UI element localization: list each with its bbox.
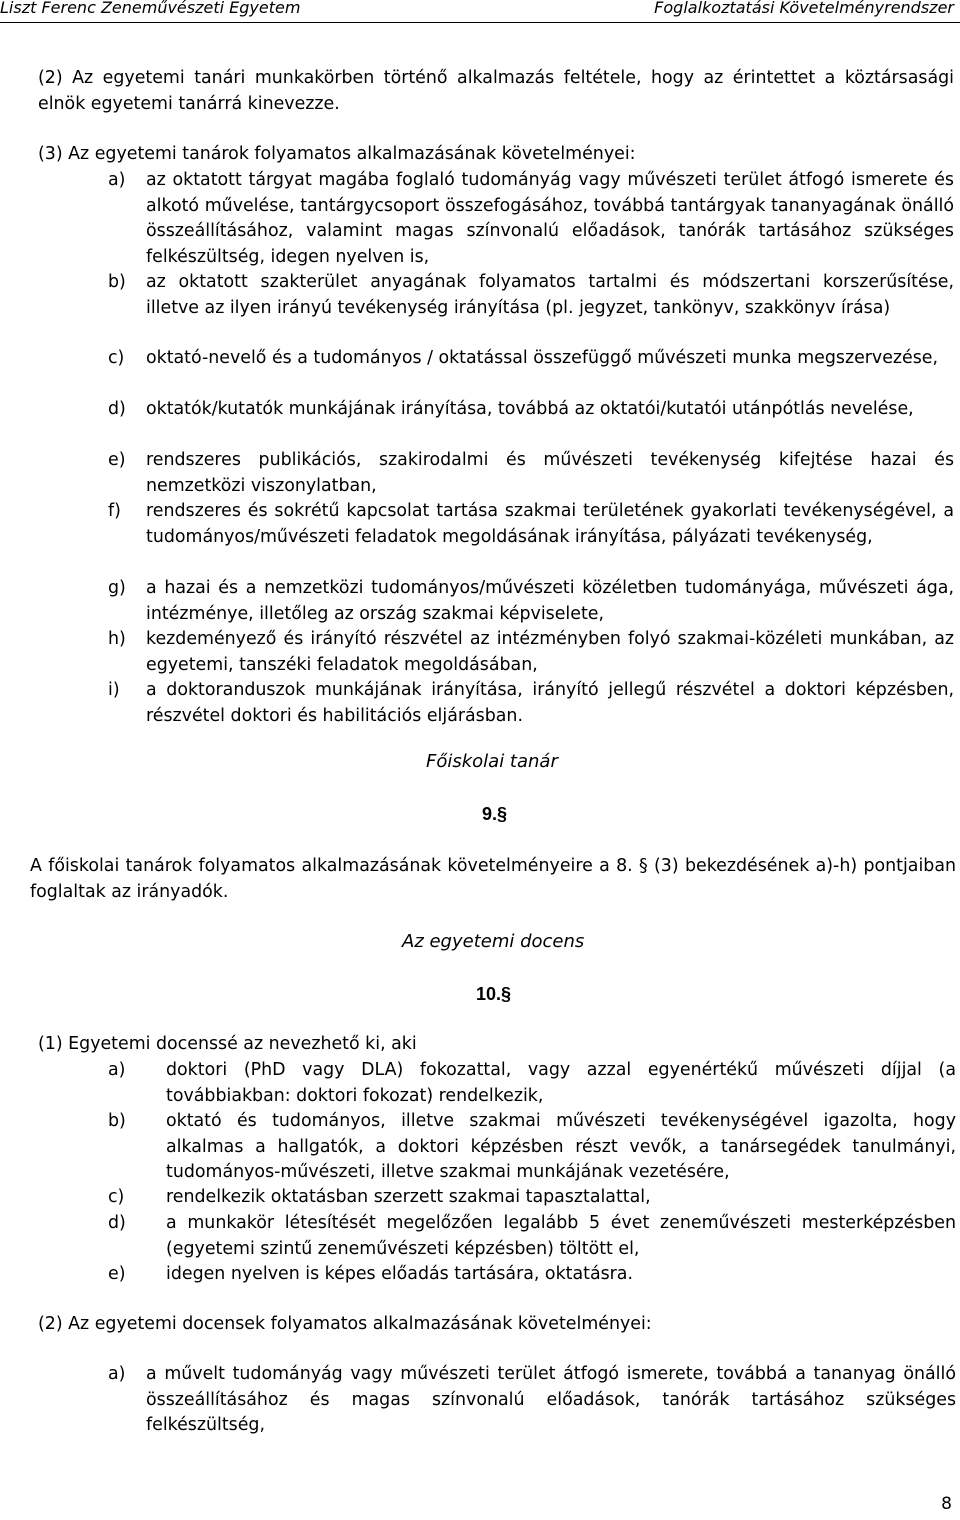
item-text-a: az oktatott tárgyat magába foglaló tudományág vagy művészeti terület átfogó ismerete és alkotó művelése, tantárgycsoport összefogásához, továbbá tantárgyak tananyagának önálló összeállításához, valamint magas színvonalú előadások, tanórák tartásához szükséges felkészültség, idegen nyelven is, (146, 170, 954, 267)
item-label-a: a) (108, 170, 126, 190)
item-label-b: b) (108, 272, 126, 292)
header-document-title: Foglalkoztatási Követelményrendszer (654, 0, 954, 17)
docens-item-text-b: oktató és tudományos, illetve szakmai művészeti tevékenységével igazolta, hogy alkalmas a hallgatók, a doktori képzésben részt vevők, a tanársegédek tanulmányi, tudományos-művészeti, illetve szakmai munkájának vezetésére, (166, 1111, 956, 1183)
item-text-b: az oktatott szakterület anyagának folyamatos tartalmi és módszertani korszerűsítése, illetve az ilyen irányú tevékenység irányítása (pl. jegyzet, tankönyv, szakkönyv írása) (146, 272, 954, 318)
paragraph-2: (2) Az egyetemi tanári munkakörben történő alkalmazás feltétele, hogy az érintettet a köztársasági elnök egyetemi tanárrá kinevezze. (38, 68, 954, 114)
docens-item-text-c: rendelkezik oktatásban szerzett szakmai tapasztalattal, (166, 1187, 651, 1207)
heading-egyetemi-docens: Az egyetemi docens (402, 931, 585, 952)
docens-item-label-b: b) (108, 1111, 126, 1131)
docens-item-label-e: e) (108, 1264, 126, 1284)
docens-item-label-a: a) (108, 1060, 126, 1080)
item-label-c: c) (108, 348, 125, 368)
section-10-paragraph-1-intro: (1) Egyetemi docenssé az nevezhető ki, aki (38, 1034, 417, 1054)
item-label-g: g) (108, 578, 126, 598)
heading-foiskolai-tanar: Főiskolai tanár (426, 751, 558, 772)
item-text-i: a doktoranduszok munkájának irányítása, irányító jellegű részvétel a doktori képzésben, részvétel doktori és habilitációs eljárásban. (146, 680, 954, 726)
section-9-text: A főiskolai tanárok folyamatos alkalmazásának követelményeire a 8. § (3) bekezdésének a)-h) pontjaiban foglaltak az irányadók. (30, 856, 956, 902)
section-number-9: 9.§ (482, 804, 508, 824)
docens-item-text-d: a munkakör létesítését megelőzően legalább 5 évet zeneművészeti mesterképzésben (egyetemi szintű zeneművészeti képzésben) töltött el, (166, 1213, 956, 1259)
docens-item-label-c: c) (108, 1187, 125, 1207)
section-10-paragraph-2-intro: (2) Az egyetemi docensek folyamatos alkalmazásának követelményei: (38, 1314, 652, 1334)
item-label-f: f) (108, 501, 121, 521)
docens-item-text-a: doktori (PhD vagy DLA) fokozattal, vagy azzal egyenértékű művészeti díjjal (a továbbiakban: doktori fokozat) rendelkezik, (166, 1060, 956, 1106)
item-text-e: rendszeres publikációs, szakirodalmi és művészeti tevékenység kifejtése hazai és nemzetközi viszonylatban, (146, 450, 954, 496)
section-number-10: 10.§ (476, 984, 512, 1004)
item-text-c: oktató-nevelő és a tudományos / oktatással összefüggő művészeti munka megszervezése, (146, 348, 939, 368)
docens-req-label-a: a) (108, 1364, 126, 1384)
item-label-h: h) (108, 629, 126, 649)
item-text-f: rendszeres és sokrétű kapcsolat tartása szakmai területének gyakorlati tevékenységével, a tudományos/művészeti feladatok megoldásának irányítása, pályázati tevékenység, (146, 501, 954, 547)
docens-req-text-a: a művelt tudományág vagy művészeti terület átfogó ismerete, továbbá a tananyag önálló összeállításához és magas színvonalú előadások, tanórák tartásához szükséges felkészültség, (146, 1364, 956, 1436)
header-university-name: Liszt Ferenc Zeneművészeti Egyetem (0, 0, 301, 17)
docens-item-text-e: idegen nyelven is képes előadás tartására, oktatásra. (166, 1264, 633, 1284)
item-text-d: oktatók/kutatók munkájának irányítása, továbbá az oktatói/kutatói utánpótlás nevelése, (146, 399, 914, 419)
item-label-d: d) (108, 399, 126, 419)
docens-item-label-d: d) (108, 1213, 126, 1233)
item-text-h: kezdeményező és irányító részvétel az intézményben folyó szakmai-közéleti munkában, az egyetemi, tanszéki feladatok megoldásában, (146, 629, 954, 675)
item-label-i: i) (108, 680, 120, 700)
paragraph-3-intro: (3) Az egyetemi tanárok folyamatos alkalmazásának követelményei: (38, 144, 636, 164)
item-text-g: a hazai és a nemzetközi tudományos/művészeti közéletben tudományága, művészeti ága, intézménye, illetőleg az ország szakmai képviselete, (146, 578, 954, 624)
page-number: 8 (941, 1494, 952, 1514)
item-label-e: e) (108, 450, 126, 470)
